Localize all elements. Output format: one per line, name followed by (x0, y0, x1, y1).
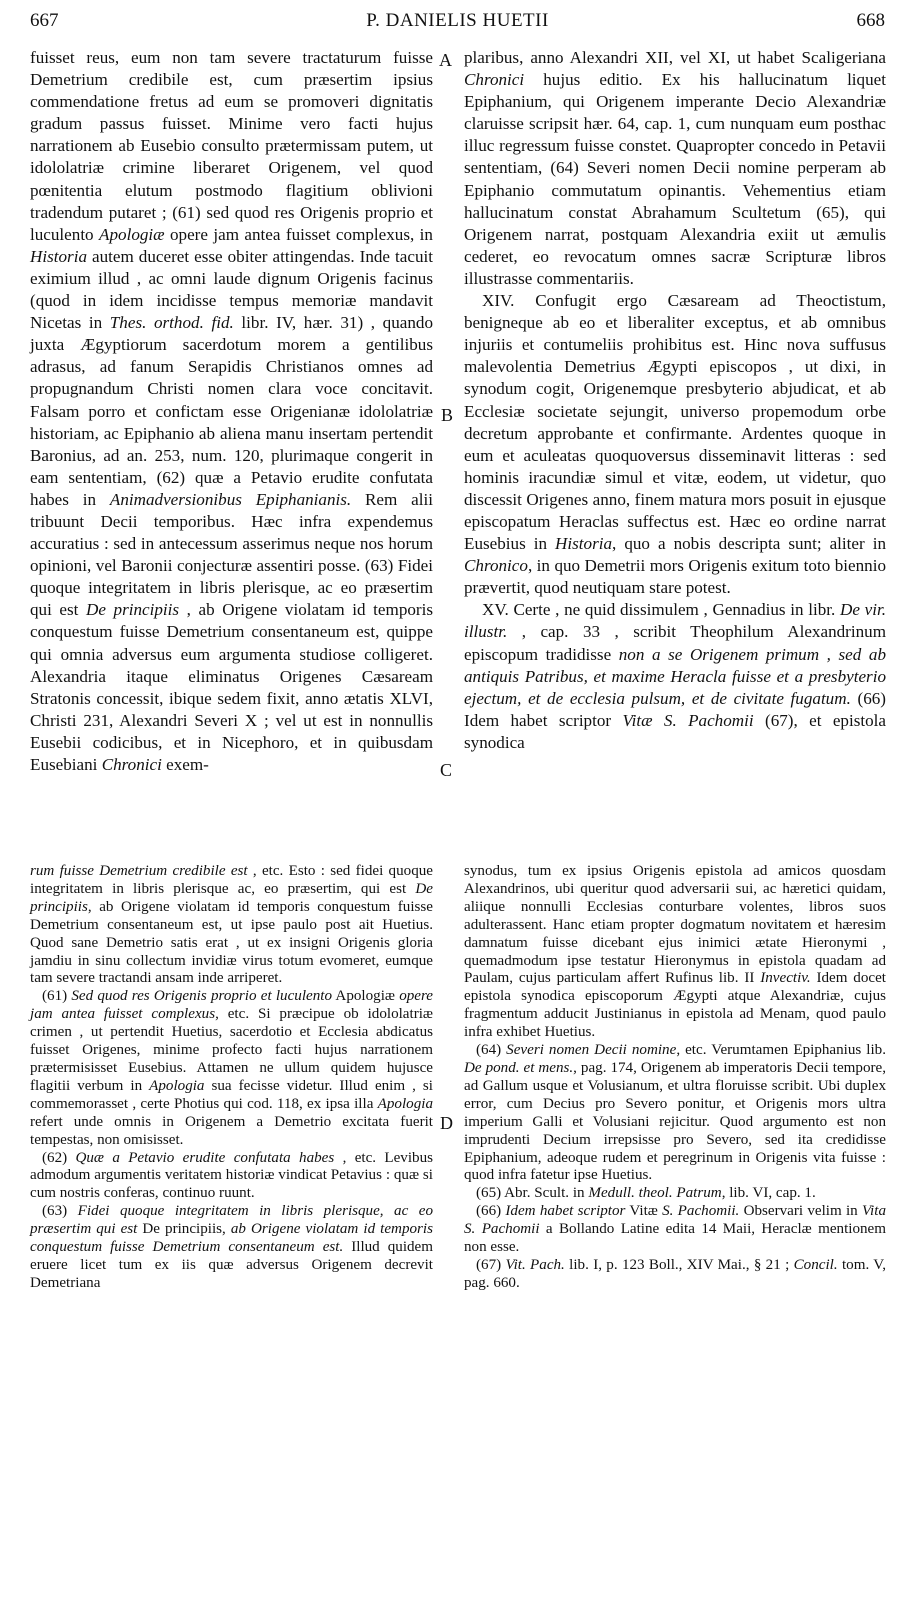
text-run: (64) (476, 1042, 507, 1059)
italic-text: Vita S. Pachomii (464, 1203, 886, 1238)
text-run: Rem alii tribuunt Decii temporibus. Hæc infra expendemus accuratius : sed in antecessum asserimus neque nos horum opinioni, vel Baronii conjecturæ assentiri posse. (63) Fidei quoque integritatem in libris plerisque, ac eo præsertim qui est (30, 489, 433, 620)
text-run: opere jam antea fuisset complexus, in (164, 224, 433, 244)
italic-text: rum fuisse Demetrium credibile est (30, 863, 248, 879)
text-run: , quo a nobis descripta sunt; aliter in (612, 534, 886, 554)
text-run: (66) (476, 1203, 506, 1220)
margin-letter-b: B (441, 405, 454, 425)
italic-text: Chronico (464, 556, 528, 576)
text-run: (63) (42, 1203, 78, 1220)
page-header (30, 10, 885, 34)
italic-text: De pond. et mens. (464, 1059, 574, 1076)
text-run: Observari velim in (739, 1203, 862, 1220)
text-run: fuisset reus, eum non tam severe tractaturum fuisse Demetrium credibile est, cum præsertim ipsius commendatione fretus ad eum se promoveri dignitatis gradum passus fuisset. Minime vero facti hujus narrationem ab Eusebio consulto prætermissam putem, ut idololatriæ crimine liberaret Origenem, vel quod pœnitentia elutum postmodo flagitium oblivioni tradendum putaret ; (61) sed quod res Origenis proprio et luculento (30, 48, 433, 244)
page-number-left: 667 (30, 10, 59, 31)
text-run: , lib. VI, cap. 1. (721, 1185, 816, 1202)
italic-text: Concil. (793, 1256, 838, 1273)
text-run: autem duceret esse obiter attingendas. Inde tacuit eximium illud , ac omni laude dignum Origenis facinus (quod in idem incidisse tempus memoriæ mandavit Nicetas in (30, 246, 433, 333)
left-column-main-text (30, 47, 433, 776)
italic-text: S. Pachomii. (662, 1203, 740, 1220)
italic-text: Thes. orthod. fid. (109, 313, 234, 333)
footnote (464, 1042, 886, 1185)
margin-letter-a: A (439, 50, 452, 70)
footnote (30, 988, 433, 1149)
italic-text: Sed quod res Origenis proprio et luculento (71, 988, 333, 1005)
italic-text: Apologia (149, 1077, 205, 1094)
italic-text: Historia (30, 246, 87, 266)
text-run: (67) (476, 1256, 506, 1273)
footnote (30, 1150, 433, 1204)
footnote (30, 863, 433, 988)
italic-text: non a se Origenem primum , sed ab antiquis Patribus, et maxime Heracla fuisse et a presbyterio ejectum, et de ecclesia pulsum, et de civitate fugatum. (464, 644, 886, 708)
text-run: (66) Idem habet scriptor (464, 688, 886, 730)
italic-text: Chronici (101, 755, 162, 774)
text-run: (62) (42, 1149, 76, 1166)
footnote (464, 1203, 886, 1257)
italic-text: opere jam antea fuisset complexus (30, 988, 433, 1023)
text-run: tom. V, pag. 660. (464, 1256, 886, 1291)
text-run: Apologiæ (332, 988, 400, 1005)
italic-text: De principiis (30, 880, 433, 915)
text-run: lib. I, p. 123 Boll., XIV Mai., § 21 ; (564, 1256, 794, 1273)
left-column-notes (30, 863, 433, 1293)
main-paragraph (464, 47, 886, 290)
text-run: a Bollando Latine edita 14 Maii, Heraclæ mentionem non esse. (464, 1221, 886, 1256)
right-column-notes (464, 863, 886, 1293)
italic-text: Apologiæ (99, 224, 165, 244)
italic-text: Invectiv. (760, 970, 811, 987)
italic-text: De principiis (86, 600, 180, 620)
margin-letter-c: C (440, 760, 453, 780)
main-paragraph (464, 599, 886, 754)
text-run: Vitæ (625, 1203, 663, 1220)
text-run: refert unde omnis in Origenem a Demetrio excitata fuerit tempestas, non omisisset. (30, 1113, 433, 1148)
text-run: , etc. Verumtamen Epiphanius lib. (676, 1042, 886, 1059)
italic-text: Vitæ S. Pachomii (622, 710, 754, 730)
italic-text: Fidei quoque integritatem in libris plerisque, ac eo præsertim qui est (30, 1203, 434, 1238)
text-run: , ab Origene violatam id temporis conquestum fuisse Demetrium consentaneum est, quippe qui omnia adversus eum argumenta studiose colligeret. Alexandria itaque eliminatus Origenes Cæsaream Stratonis concessit, ibique sedem fixit, anno ætatis XLVI, Christi 231, Alexandri Severi X ; vel ut est in nonnullis Eusebii codicibus, et in Nicephoro, et in quibusdam Eusebiani (30, 600, 434, 774)
text-run: De principiis, (137, 1221, 231, 1238)
text-run: , etc. Esto : sed fidei quoque integritatem in libris plerisque ac, eo præsertim, qui est (30, 863, 433, 897)
italic-text: Quæ a Petavio erudite confutata habes (75, 1149, 335, 1166)
text-run: , ab Origene violatam id temporis conquestum fuisse Demetrium consentaneum est, ut ipse paulo post ait Huetius. Quod sane Demetrio satis erat , ut ex insigni Origenis gloria jamdiu in sinu collectum invidiæ virus totum evomeret, eumque tam severe tractandi ansam inde arriperet. (30, 898, 433, 987)
text-run: libr. IV, hær. 31) , quando juxta Ægyptiorum sacerdotum morem a gentilibus adrasus, ad fanum Serapidis Christianos omnes ad propugnandum Christi nomen clara voce concitavit. Falsam porro et confictam esse Origenianæ idololatriæ historiam, ac Epiphanio ab aliena manu insertam pertendit Baronius, ad an. 253, num. 120, plurimaque congerit in eam sententiam, (62) quæ a Petavio erudite confutata habes in (30, 313, 434, 509)
text-run: plaribus, anno Alexandri XII, vel XI, ut habet Scaligeriana (464, 48, 886, 67)
footnote (30, 1203, 433, 1293)
italic-text: Animadversionibus Epiphanianis. (109, 489, 352, 509)
text-run: Idem docet epistola synodica episcoporum Ægypti atque Alexandriæ, cujus fragmentum adducit Justinianus in epistola ad Menam, quod paulo infra exhibet Huetius. (464, 970, 886, 1041)
footnote (464, 1257, 886, 1293)
text-run: exem- (161, 755, 209, 774)
running-title: P. DANIELIS HUETII (366, 10, 549, 31)
text-run: (61) (42, 988, 72, 1005)
right-column-main-text (464, 47, 886, 754)
text-run: (67), et epistola synodica (464, 710, 886, 752)
text-run: , in quo Demetrii mors Origenis exitum toto biennio prævertit, quod neutiquam stare potest. (464, 556, 886, 598)
italic-text: Vit. Pach. (505, 1256, 565, 1273)
main-paragraph (30, 47, 433, 776)
footnote (464, 1185, 886, 1203)
italic-text: Idem habet scriptor (505, 1203, 626, 1220)
text-run: hujus editio. Ex his hallucinatum liquet Epiphanium, qui Origenem imperante Decio Alexandriæ claruisse scripsit hær. 64, cap. 1, cum nunquam eum posthac illuc regressum fuisse constet. Quapropter concedo in Petavii sententiam, (64) Severi nomen Decii nomine perperam ab Epiphanio commutatum opinantis. Vehementius etiam hallucinatum constat Abrahamum Scultetum (65), qui Origenem narrat, postquam Alexandria exiit ut æmulis cederet, eo revocatum omnes sacræ Scripturæ libros illustrasse commentariis. (464, 70, 886, 288)
text-run: sua fecisse videtur. Illud enim , si commemorasset , certe Photius qui cod. 118, ex ipsa illa (30, 1077, 433, 1112)
italic-text: ab Origene violatam id temporis conquestum fuisse Demetrium consentaneum est. (30, 1221, 433, 1256)
italic-text: Chronici (464, 70, 525, 90)
text-run: XV. Certe , ne quid dissimulem , Gennadius in libr. (482, 600, 840, 620)
italic-text: Historia (555, 534, 613, 554)
text-run: , cap. 33 , scribit Theophilum Alexandrinum episcopum tradidisse (464, 622, 886, 664)
text-run: XIV. Confugit ergo Cæsaream ad Theoctistum, benigneque ab eo et liberaliter exceptus, et ab omnibus injuriis et contumeliis prohibitus est. Hinc nova suffusus malevolentia Demetrius Ægypti episcopos , ut dixi, in synodum cogit, Origenemque presbyterio abjudicat, et ab Ecclesiæ societate sejungit, universo propemodum orbe decretum approbante et confirmante. Ardentes quoque in eum et aculeatas quoquoversus disseminavit litteras : sed hominis iracundiæ simul et vitæ, eodem, ut videtur, quo discessit Origenes anno, finem matura mors posuit in ejusque episcopatum Heraclas suffectus est. Hæc eo ordine narrat Eusebius in (464, 291, 886, 554)
italic-text: De vir. illustr. (464, 600, 886, 642)
italic-text: Severi nomen Decii nomine (506, 1042, 677, 1059)
text-run: , pag. 174, Origenem ab imperatoris Decii tempore, ad Gallum usque et Volusianum, et ultra floruisse scribit. Ubi duplex error, cum Decius pro Severo ponitur, et Origenis mors ultra imperium Galli et Volusiani rejicitur. Quod argumento est non imprudenti Decium irrepsisse pro Severo, sed ita credidisse Epiphanium, adeoque rudem et peregrinum in Origenis vita fuisse : quod infra fatetur ipse Huetius. (464, 1059, 886, 1184)
margin-letter-d: D (440, 1113, 453, 1133)
page-number-right: 668 (856, 10, 885, 31)
italic-text: Medull. theol. Patrum (588, 1185, 722, 1202)
main-paragraph (464, 290, 886, 599)
text-run: , etc. Si præcipue ob idololatriæ crimen , ut pertendit Huetius, sacerdotio et Ecclesia abdicatus fuisset Origenes, minime profecto facti hujus narrationem prætermisisset Eusebius. Attamen ne ullum quidem hujusce flagitii verbum in (30, 1006, 433, 1094)
text-run: , etc. Levibus admodum argumentis veritatem historiæ vindicat Petavius : quæ si cum nostris conferas, continuo ruunt. (30, 1149, 434, 1202)
footnote (464, 863, 886, 1042)
text-run: (65) Abr. Scult. in (476, 1185, 589, 1202)
text-run: synodus, tum ex ipsius Origenis epistola ad amicos quosdam Alexandrinos, ubi queritur quod adversarii sui, ac hæretici quidam, aliique nonnulli Ecclesias conturbare volentes, libros suos adulterassent. Hanc etiam propter dogmatum novitatem et hæresim damnatum fuisse dicebant ejus inimici ætate Hieronymi , quemadmodum ipse testatur Hieronymus in epistola quadam ad Paulam, cujus particulam affert Rufinus lib. II (464, 863, 886, 987)
text-run: Illud quidem eruere licet tum ex iis quæ adversus Origenem decrevit Demetriana (30, 1239, 433, 1291)
italic-text: Apologia (377, 1095, 433, 1112)
